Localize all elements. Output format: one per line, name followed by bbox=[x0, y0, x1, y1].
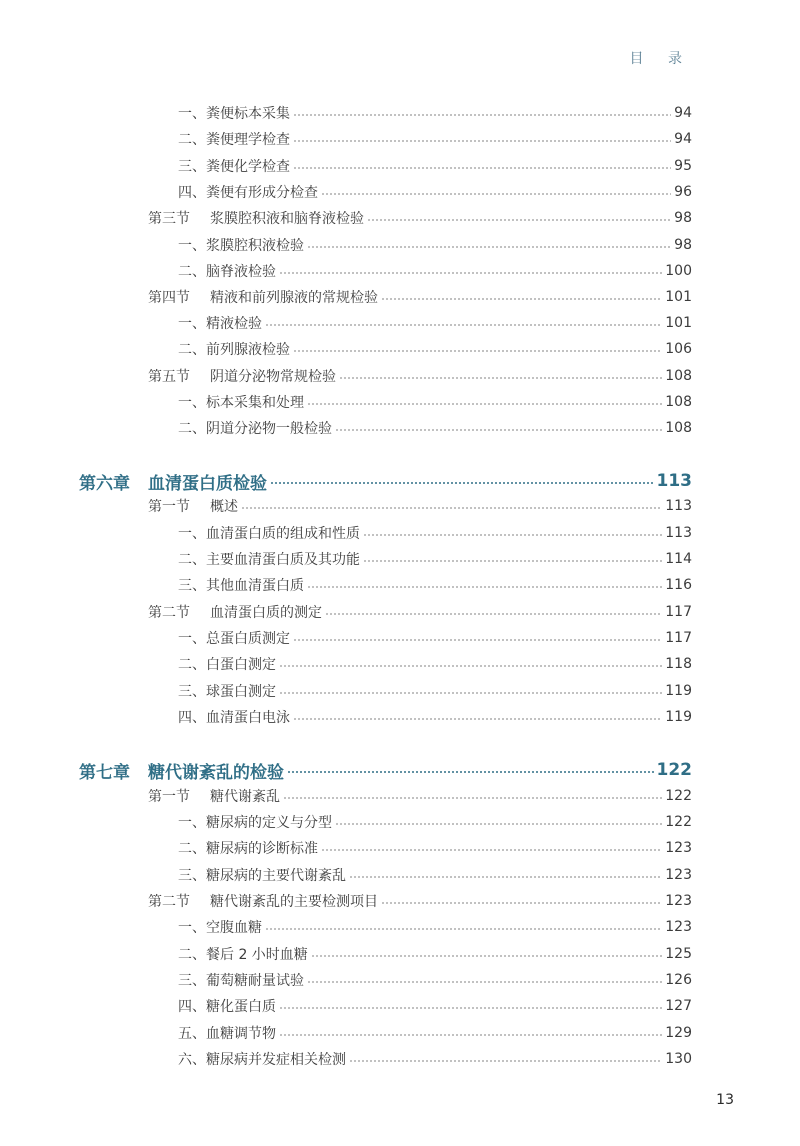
toc-item-entry[interactable] bbox=[0, 942, 800, 966]
entry-page-number: 113 bbox=[665, 498, 692, 514]
entry-page-number: 108 bbox=[665, 368, 692, 384]
toc-item-entry[interactable] bbox=[0, 390, 800, 414]
entry-page-number: 119 bbox=[665, 683, 692, 699]
toc-section-entry[interactable] bbox=[0, 364, 800, 388]
entry-page-number: 114 bbox=[665, 551, 692, 567]
entry-page-number: 127 bbox=[665, 998, 692, 1014]
entry-page-number: 94 bbox=[674, 131, 692, 147]
dot-leader bbox=[381, 902, 662, 904]
entry-page-number: 106 bbox=[665, 341, 692, 357]
toc-section-entry[interactable] bbox=[0, 784, 800, 808]
entry-title: 一、精液检验 bbox=[178, 316, 262, 332]
entry-page-number: 108 bbox=[665, 420, 692, 436]
entry-page-number: 98 bbox=[674, 237, 692, 253]
dot-leader bbox=[335, 429, 662, 431]
toc-chapter-entry[interactable] bbox=[0, 755, 800, 785]
entry-page-number: 108 bbox=[665, 394, 692, 410]
page-header-title: 目 录 bbox=[629, 51, 692, 67]
toc-item-entry[interactable] bbox=[0, 836, 800, 860]
toc-item-entry[interactable] bbox=[0, 810, 800, 834]
dot-leader bbox=[279, 272, 662, 274]
entry-page-number: 116 bbox=[665, 577, 692, 593]
entry-page-number: 113 bbox=[665, 525, 692, 541]
entry-title: 精液和前列腺液的常规检验 bbox=[210, 290, 378, 306]
entry-page-number: 125 bbox=[665, 946, 692, 962]
section-label: 第二节 bbox=[148, 605, 190, 621]
dot-leader bbox=[367, 219, 671, 221]
dot-leader bbox=[307, 586, 662, 588]
entry-page-number: 113 bbox=[656, 471, 692, 491]
entry-page-number: 123 bbox=[665, 867, 692, 883]
dot-leader bbox=[325, 613, 662, 615]
entry-title: 阴道分泌物常规检验 bbox=[210, 369, 336, 385]
dot-leader bbox=[349, 1060, 662, 1062]
entry-page-number: 123 bbox=[665, 840, 692, 856]
dot-leader bbox=[283, 797, 662, 799]
entry-title: 二、糖尿病的诊断标准 bbox=[178, 841, 318, 857]
toc-item-entry[interactable] bbox=[0, 705, 800, 729]
dot-leader bbox=[293, 140, 671, 142]
entry-title: 一、浆膜腔积液检验 bbox=[178, 238, 304, 254]
entry-page-number: 101 bbox=[665, 315, 692, 331]
entry-title: 五、血糖调节物 bbox=[178, 1026, 276, 1042]
entry-title: 一、糖尿病的定义与分型 bbox=[178, 815, 332, 831]
entry-page-number: 96 bbox=[674, 184, 692, 200]
toc-item-entry[interactable] bbox=[0, 968, 800, 992]
entry-title: 二、阴道分泌物一般检验 bbox=[178, 421, 332, 437]
entry-page-number: 117 bbox=[665, 604, 692, 620]
section-label: 第一节 bbox=[148, 499, 190, 515]
entry-page-number: 129 bbox=[665, 1025, 692, 1041]
toc-item-entry[interactable] bbox=[0, 1021, 800, 1045]
entry-title: 一、血清蛋白质的组成和性质 bbox=[178, 526, 360, 542]
dot-leader bbox=[279, 1034, 662, 1036]
toc-item-entry[interactable] bbox=[0, 337, 800, 361]
dot-leader bbox=[265, 324, 662, 326]
entry-title: 糖代谢紊乱的检验 bbox=[148, 762, 284, 783]
toc-item-entry[interactable] bbox=[0, 416, 800, 440]
entry-title: 四、糖化蛋白质 bbox=[178, 999, 276, 1015]
entry-title: 三、球蛋白测定 bbox=[178, 684, 276, 700]
toc-item-entry[interactable] bbox=[0, 547, 800, 571]
toc-item-entry[interactable] bbox=[0, 259, 800, 283]
toc-item-entry[interactable] bbox=[0, 127, 800, 151]
chapter-label: 第六章 bbox=[79, 473, 130, 494]
dot-leader bbox=[307, 246, 671, 248]
entry-title: 三、其他血清蛋白质 bbox=[178, 578, 304, 594]
entry-page-number: 100 bbox=[665, 263, 692, 279]
dot-leader bbox=[307, 981, 662, 983]
section-label: 第四节 bbox=[148, 290, 190, 306]
toc-item-entry[interactable] bbox=[0, 101, 800, 125]
entry-title: 四、粪便有形成分检查 bbox=[178, 185, 318, 201]
entry-page-number: 122 bbox=[665, 788, 692, 804]
toc-section-entry[interactable] bbox=[0, 494, 800, 518]
toc-item-entry[interactable] bbox=[0, 311, 800, 335]
entry-page-number: 98 bbox=[674, 210, 692, 226]
chapter-label: 第七章 bbox=[79, 762, 130, 783]
entry-title: 概述 bbox=[210, 499, 238, 515]
toc-section-entry[interactable] bbox=[0, 600, 800, 624]
entry-title: 三、粪便化学检查 bbox=[178, 159, 290, 175]
dot-leader bbox=[270, 482, 654, 484]
section-label: 第二节 bbox=[148, 894, 190, 910]
entry-page-number: 94 bbox=[674, 105, 692, 121]
dot-leader bbox=[279, 1007, 662, 1009]
entry-title: 糖代谢紊乱 bbox=[210, 789, 280, 805]
toc-item-entry[interactable] bbox=[0, 154, 800, 178]
entry-page-number: 122 bbox=[665, 814, 692, 830]
entry-page-number: 117 bbox=[665, 630, 692, 646]
dot-leader bbox=[293, 167, 671, 169]
toc-section-entry[interactable] bbox=[0, 285, 800, 309]
dot-leader bbox=[321, 193, 671, 195]
entry-page-number: 122 bbox=[656, 760, 692, 780]
entry-title: 二、白蛋白测定 bbox=[178, 657, 276, 673]
toc-item-entry[interactable] bbox=[0, 233, 800, 257]
entry-page-number: 95 bbox=[674, 158, 692, 174]
entry-title: 四、血清蛋白电泳 bbox=[178, 710, 290, 726]
dot-leader bbox=[265, 928, 662, 930]
section-label: 第三节 bbox=[148, 211, 190, 227]
entry-page-number: 126 bbox=[665, 972, 692, 988]
dot-leader bbox=[363, 534, 662, 536]
dot-leader bbox=[339, 377, 662, 379]
entry-title: 一、粪便标本采集 bbox=[178, 106, 290, 122]
entry-title: 一、标本采集和处理 bbox=[178, 395, 304, 411]
entry-title: 三、糖尿病的主要代谢紊乱 bbox=[178, 868, 346, 884]
section-label: 第一节 bbox=[148, 789, 190, 805]
dot-leader bbox=[293, 350, 662, 352]
entry-title: 浆膜腔积液和脑脊液检验 bbox=[210, 211, 364, 227]
page-number: 13 bbox=[716, 1092, 734, 1108]
dot-leader bbox=[293, 718, 662, 720]
entry-page-number: 123 bbox=[665, 919, 692, 935]
entry-title: 血清蛋白质检验 bbox=[148, 473, 267, 494]
entry-title: 一、空腹血糖 bbox=[178, 920, 262, 936]
dot-leader bbox=[311, 955, 662, 957]
section-label: 第五节 bbox=[148, 369, 190, 385]
dot-leader bbox=[293, 114, 671, 116]
entry-title: 六、糖尿病并发症相关检测 bbox=[178, 1052, 346, 1068]
dot-leader bbox=[293, 639, 662, 641]
dot-leader bbox=[279, 665, 662, 667]
entry-title: 血清蛋白质的测定 bbox=[210, 605, 322, 621]
dot-leader bbox=[279, 692, 662, 694]
entry-title: 二、粪便理学检查 bbox=[178, 132, 290, 148]
toc-item-entry[interactable] bbox=[0, 573, 800, 597]
entry-title: 二、餐后 2 小时血糖 bbox=[178, 947, 308, 963]
entry-page-number: 119 bbox=[665, 709, 692, 725]
dot-leader bbox=[321, 849, 662, 851]
entry-page-number: 130 bbox=[665, 1051, 692, 1067]
entry-title: 二、脑脊液检验 bbox=[178, 264, 276, 280]
entry-title: 二、前列腺液检验 bbox=[178, 342, 290, 358]
dot-leader bbox=[335, 823, 662, 825]
entry-page-number: 118 bbox=[665, 656, 692, 672]
toc-item-entry[interactable] bbox=[0, 652, 800, 676]
toc-item-entry[interactable] bbox=[0, 521, 800, 545]
toc-item-entry[interactable] bbox=[0, 180, 800, 204]
toc-item-entry[interactable] bbox=[0, 626, 800, 650]
entry-page-number: 123 bbox=[665, 893, 692, 909]
dot-leader bbox=[287, 771, 654, 773]
toc-item-entry[interactable] bbox=[0, 679, 800, 703]
toc-item-entry[interactable] bbox=[0, 863, 800, 887]
toc-item-entry[interactable] bbox=[0, 1047, 800, 1071]
toc-chapter-entry[interactable] bbox=[0, 466, 800, 496]
toc-section-entry[interactable] bbox=[0, 206, 800, 230]
entry-title: 二、主要血清蛋白质及其功能 bbox=[178, 552, 360, 568]
dot-leader bbox=[241, 507, 662, 509]
dot-leader bbox=[363, 560, 662, 562]
toc-item-entry[interactable] bbox=[0, 915, 800, 939]
toc-item-entry[interactable] bbox=[0, 994, 800, 1018]
entry-title: 三、葡萄糖耐量试验 bbox=[178, 973, 304, 989]
toc-section-entry[interactable] bbox=[0, 889, 800, 913]
dot-leader bbox=[307, 403, 662, 405]
entry-title: 一、总蛋白质测定 bbox=[178, 631, 290, 647]
entry-title: 糖代谢紊乱的主要检测项目 bbox=[210, 894, 378, 910]
dot-leader bbox=[349, 876, 662, 878]
entry-page-number: 101 bbox=[665, 289, 692, 305]
dot-leader bbox=[381, 298, 662, 300]
